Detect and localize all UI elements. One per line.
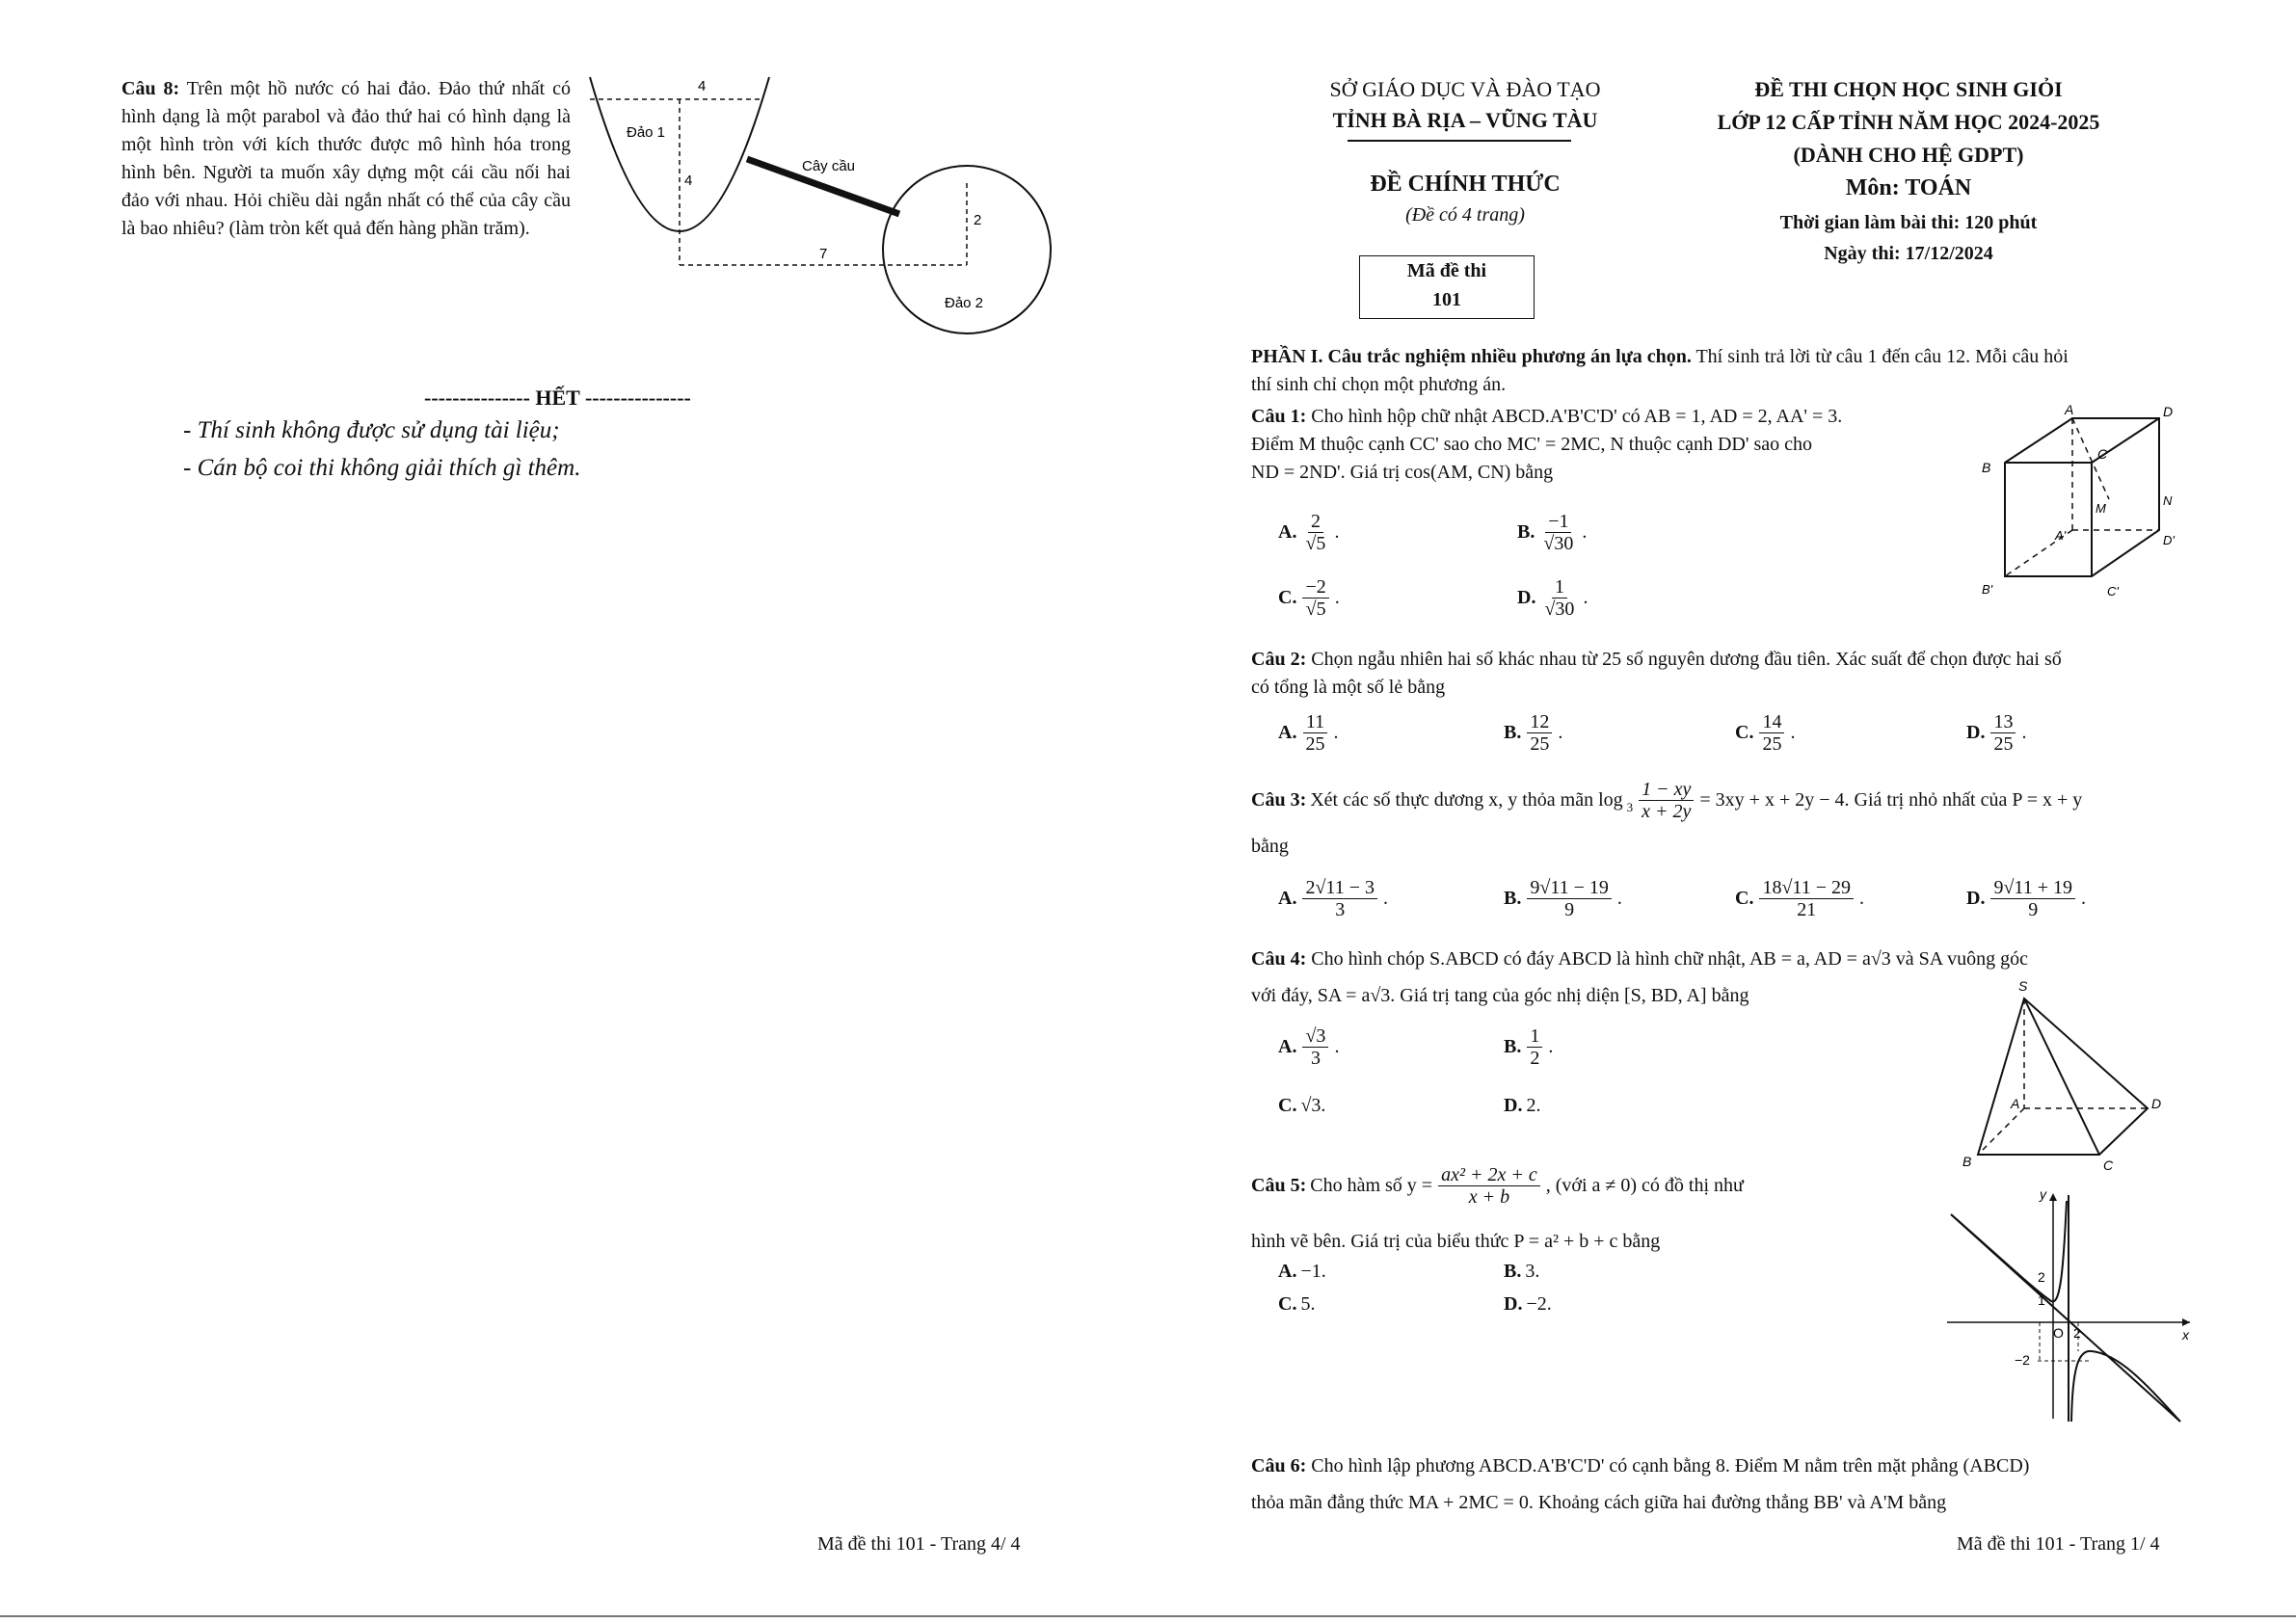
province-name: TỈNH BÀ RỊA – VŨNG TÀU <box>1332 108 1598 132</box>
q5-fig-o: O <box>2053 1325 2064 1341</box>
q3-log-base: 3 <box>1626 800 1634 814</box>
q5-line2: hình vẽ bên. Giá trị của biểu thức P = a² + b + c bằng <box>1251 1231 1661 1252</box>
q1-text <box>1251 403 1964 487</box>
q2-option-d[interactable]: D. $\frac{13}{25}$ . <box>1966 711 2027 755</box>
q1-fig-D1: D' <box>2163 533 2175 547</box>
q1-fig-A: A <box>2065 405 2074 417</box>
q3-text <box>1251 779 2198 822</box>
q2-line2: có tổng là một số lẻ bằng <box>1251 677 1446 698</box>
q5-graph-figure <box>1937 1185 2198 1426</box>
q4-line2: với đáy, SA = a√3. Giá trị tang của góc nhị diện [S, BD, A] bằng <box>1251 985 1749 1006</box>
island1-label: Đảo 1 <box>627 124 666 141</box>
q5-pre: Cho hàm số y = <box>1310 1175 1433 1196</box>
q4-option-d[interactable]: D. 2. <box>1504 1095 1541 1116</box>
q4-fig-A: A <box>2011 1096 2020 1111</box>
island2-label: Đảo 2 <box>945 295 984 311</box>
note-1: - Thí sinh không được sử dụng tài liệu; <box>183 417 560 443</box>
q3-option-a[interactable]: A. $\frac{2√11 - 3}{3}$ . <box>1278 877 1388 920</box>
q3-option-b[interactable]: B. $\frac{9√11 - 19}{9}$ . <box>1504 877 1622 920</box>
q5-option-d[interactable]: D. −2. <box>1504 1293 1552 1315</box>
q1-line2: Điểm M thuộc cạnh CC' sao cho MC' = 2MC, N thuộc cạnh DD' sao cho <box>1251 434 1813 455</box>
q3-option-c[interactable]: C. $\frac{18√11 - 29}{21}$ . <box>1735 877 1864 920</box>
q1-fig-D: D <box>2163 405 2174 419</box>
q5-fig-2: 2 <box>2038 1269 2045 1285</box>
official-label: ĐỀ CHÍNH THỨC <box>1370 172 1561 197</box>
q4-option-a[interactable]: A. $\frac{√3}{3}$ . <box>1278 1025 1340 1069</box>
end-marker: --------------- HẾT --------------- <box>424 386 691 410</box>
q2-option-a[interactable]: A. $\frac{11}{25}$ . <box>1278 711 1339 755</box>
q3-option-d[interactable]: D. $\frac{9√11 + 19}{9}$ . <box>1966 877 2086 920</box>
q5-option-b[interactable]: B. 3. <box>1504 1261 1540 1282</box>
q5-fig-minus2: −2 <box>2015 1352 2030 1368</box>
q1-option-d[interactable]: D. $\frac{1}{√30}$ . <box>1517 576 1589 620</box>
q3-frac-den: x + 2y <box>1642 801 1692 822</box>
q4-pyramid-figure <box>1957 973 2188 1176</box>
dim-top: 4 <box>698 78 707 94</box>
q2-line1: Chọn ngẫu nhiên hai số khác nhau từ 25 số nguyên dương đầu tiên. Xác suất để chọn được hai số <box>1311 649 2062 670</box>
q1-fig-A1: A' <box>2055 528 2067 543</box>
part1-instr2: thí sinh chỉ chọn một phương án. <box>1251 374 1507 395</box>
q1-option-b[interactable]: B. $\frac{-1}{√30}$ . <box>1517 511 1588 554</box>
page-bottom-rule <box>0 1615 2296 1617</box>
q5-option-c[interactable]: C. 5. <box>1278 1293 1316 1315</box>
duration: Thời gian làm bài thi: 120 phút <box>1779 212 2038 233</box>
note-2: - Cán bộ coi thi không giải thích gì thêm. <box>183 455 581 481</box>
q2-option-b[interactable]: B. $\frac{12}{25}$ . <box>1504 711 1563 755</box>
system-line: (DÀNH CHO HỆ GDPT) <box>1793 143 2024 167</box>
q1-fig-N: N <box>2163 493 2173 508</box>
q1-line1: Cho hình hộp chữ nhật ABCD.A'B'C'D' có AB = 1, AD = 2, AA' = 3. <box>1311 406 1843 427</box>
q5-fig-y: y <box>2040 1186 2046 1202</box>
q5-option-a[interactable]: A. −1. <box>1278 1261 1326 1282</box>
q4-option-c[interactable]: C. √3. <box>1278 1095 1326 1116</box>
dept-name: SỞ GIÁO DỤC VÀ ĐÀO TẠO <box>1329 77 1601 101</box>
q2-option-c[interactable]: C. $\frac{14}{25}$ . <box>1735 711 1796 755</box>
dim-bottom: 7 <box>819 246 828 262</box>
pages-note: (Đề có 4 trang) <box>1405 204 1525 226</box>
q6-line2: thỏa mãn đẳng thức MA + 2MC = 0. Khoảng cách giữa hai đường thẳng BB' và A'M bằng <box>1251 1492 1947 1513</box>
q5-frac-num: ax² + 2x + c <box>1438 1164 1540 1186</box>
q1-box-figure <box>1976 405 2188 607</box>
part1-instr1: Thí sinh trả lời từ câu 1 đến câu 12. Mỗi câu hỏi <box>1695 346 2069 367</box>
q8-label: Câu 8: <box>121 78 180 99</box>
q3-frac-num: 1 − xy <box>1639 779 1694 801</box>
dim-right: 2 <box>974 212 982 228</box>
right-footer: Mã đề thi 101 - Trang 1/ 4 <box>1957 1533 2160 1555</box>
exam-code-box <box>1359 255 1535 319</box>
q6-line1: Cho hình lập phương ABCD.A'B'C'D' có cạnh bằng 8. Điểm M nằm trên mặt phẳng (ABCD) <box>1311 1455 2030 1477</box>
q1-option-a[interactable]: A. $\frac{2}{√5}$ . <box>1278 511 1340 554</box>
q5-fig-1: 1 <box>2038 1292 2045 1308</box>
subject: Môn: TOÁN <box>1845 175 1972 200</box>
part1-intro <box>1251 343 2198 399</box>
q3-pre: Xét các số thực dương x, y thỏa mãn log <box>1310 789 1623 811</box>
part1-title: PHẦN I. Câu trắc nghiệm nhiều phương án lựa chọn. <box>1251 346 1692 367</box>
q1-fig-C1: C' <box>2107 584 2119 599</box>
q4-line1: Cho hình chóp S.ABCD có đáy ABCD là hình chữ nhật, AB = a, AD = a√3 và SA vuông góc <box>1311 948 2029 970</box>
q1-label: Câu 1: <box>1251 406 1307 427</box>
q4-option-b[interactable]: B. $\frac{1}{2}$ . <box>1504 1025 1554 1069</box>
q4-label: Câu 4: <box>1251 948 1307 970</box>
q8-figure <box>578 67 1060 357</box>
q5-text <box>1251 1164 1744 1208</box>
q2-label: Câu 2: <box>1251 649 1307 670</box>
q4-fig-C: C <box>2103 1157 2114 1173</box>
q8-body: Trên một hồ nước có hai đảo. Đảo thứ nhất có hình dạng là một parabol và đảo thứ hai có hình dạng là một hình tròn với kích thước được mô hình hóa trong hình bên. Người ta muốn xây dựng một cái cầu nối hai đảo với nhau. Hỏi chiều dài ngắn nhất có thể của cây cầu là bao nhiêu? (làm tròn kết quả đến hàng phần trăm). <box>121 78 571 239</box>
q1-fig-B: B <box>1982 460 1991 475</box>
q5-post: , (với a ≠ 0) có đồ thị như <box>1545 1175 1744 1196</box>
q4-fig-D: D <box>2151 1096 2162 1111</box>
q3-post: = 3xy + x + 2y − 4. Giá trị nhỏ nhất của P = x + y <box>1699 789 2083 811</box>
q6-text <box>1251 1448 2198 1521</box>
q5-fig-x: x <box>2182 1327 2189 1343</box>
left-footer: Mã đề thi 101 - Trang 4/ 4 <box>817 1533 1021 1555</box>
q5-label: Câu 5: <box>1251 1175 1307 1196</box>
q5-frac-den: x + b <box>1468 1186 1510 1208</box>
grade-line: LỚP 12 CẤP TỈNH NĂM HỌC 2024-2025 <box>1717 110 2100 134</box>
q5-fig-x2: 2 <box>2073 1325 2081 1341</box>
bridge-label: Cây cầu <box>802 158 856 174</box>
exam-code-value: 101 <box>1432 289 1461 310</box>
q3-label: Câu 3: <box>1251 789 1307 811</box>
q1-fig-C: C <box>2097 446 2108 462</box>
q1-fig-M: M <box>2096 501 2106 516</box>
exam-title: ĐỀ THI CHỌN HỌC SINH GIỎI <box>1754 77 2063 101</box>
q6-label: Câu 6: <box>1251 1455 1307 1477</box>
dim-left: 4 <box>684 173 693 189</box>
q1-line3: ND = 2ND'. Giá trị cos(AM, CN) bằng <box>1251 462 1554 483</box>
header-divider <box>1348 140 1571 142</box>
q8-text <box>121 75 571 243</box>
exam-code-label: Mã đề thi <box>1406 260 1487 281</box>
q1-option-c[interactable]: C. $\frac{-2}{√5}$ . <box>1278 576 1340 620</box>
q2-text <box>1251 646 2198 702</box>
q3-line2: bằng <box>1251 836 1289 857</box>
q4-fig-B: B <box>1962 1154 1972 1169</box>
q1-fig-B1: B' <box>1982 582 1993 597</box>
q4-fig-S: S <box>2018 978 2028 994</box>
exam-date: Ngày thi: 17/12/2024 <box>1824 243 1993 264</box>
